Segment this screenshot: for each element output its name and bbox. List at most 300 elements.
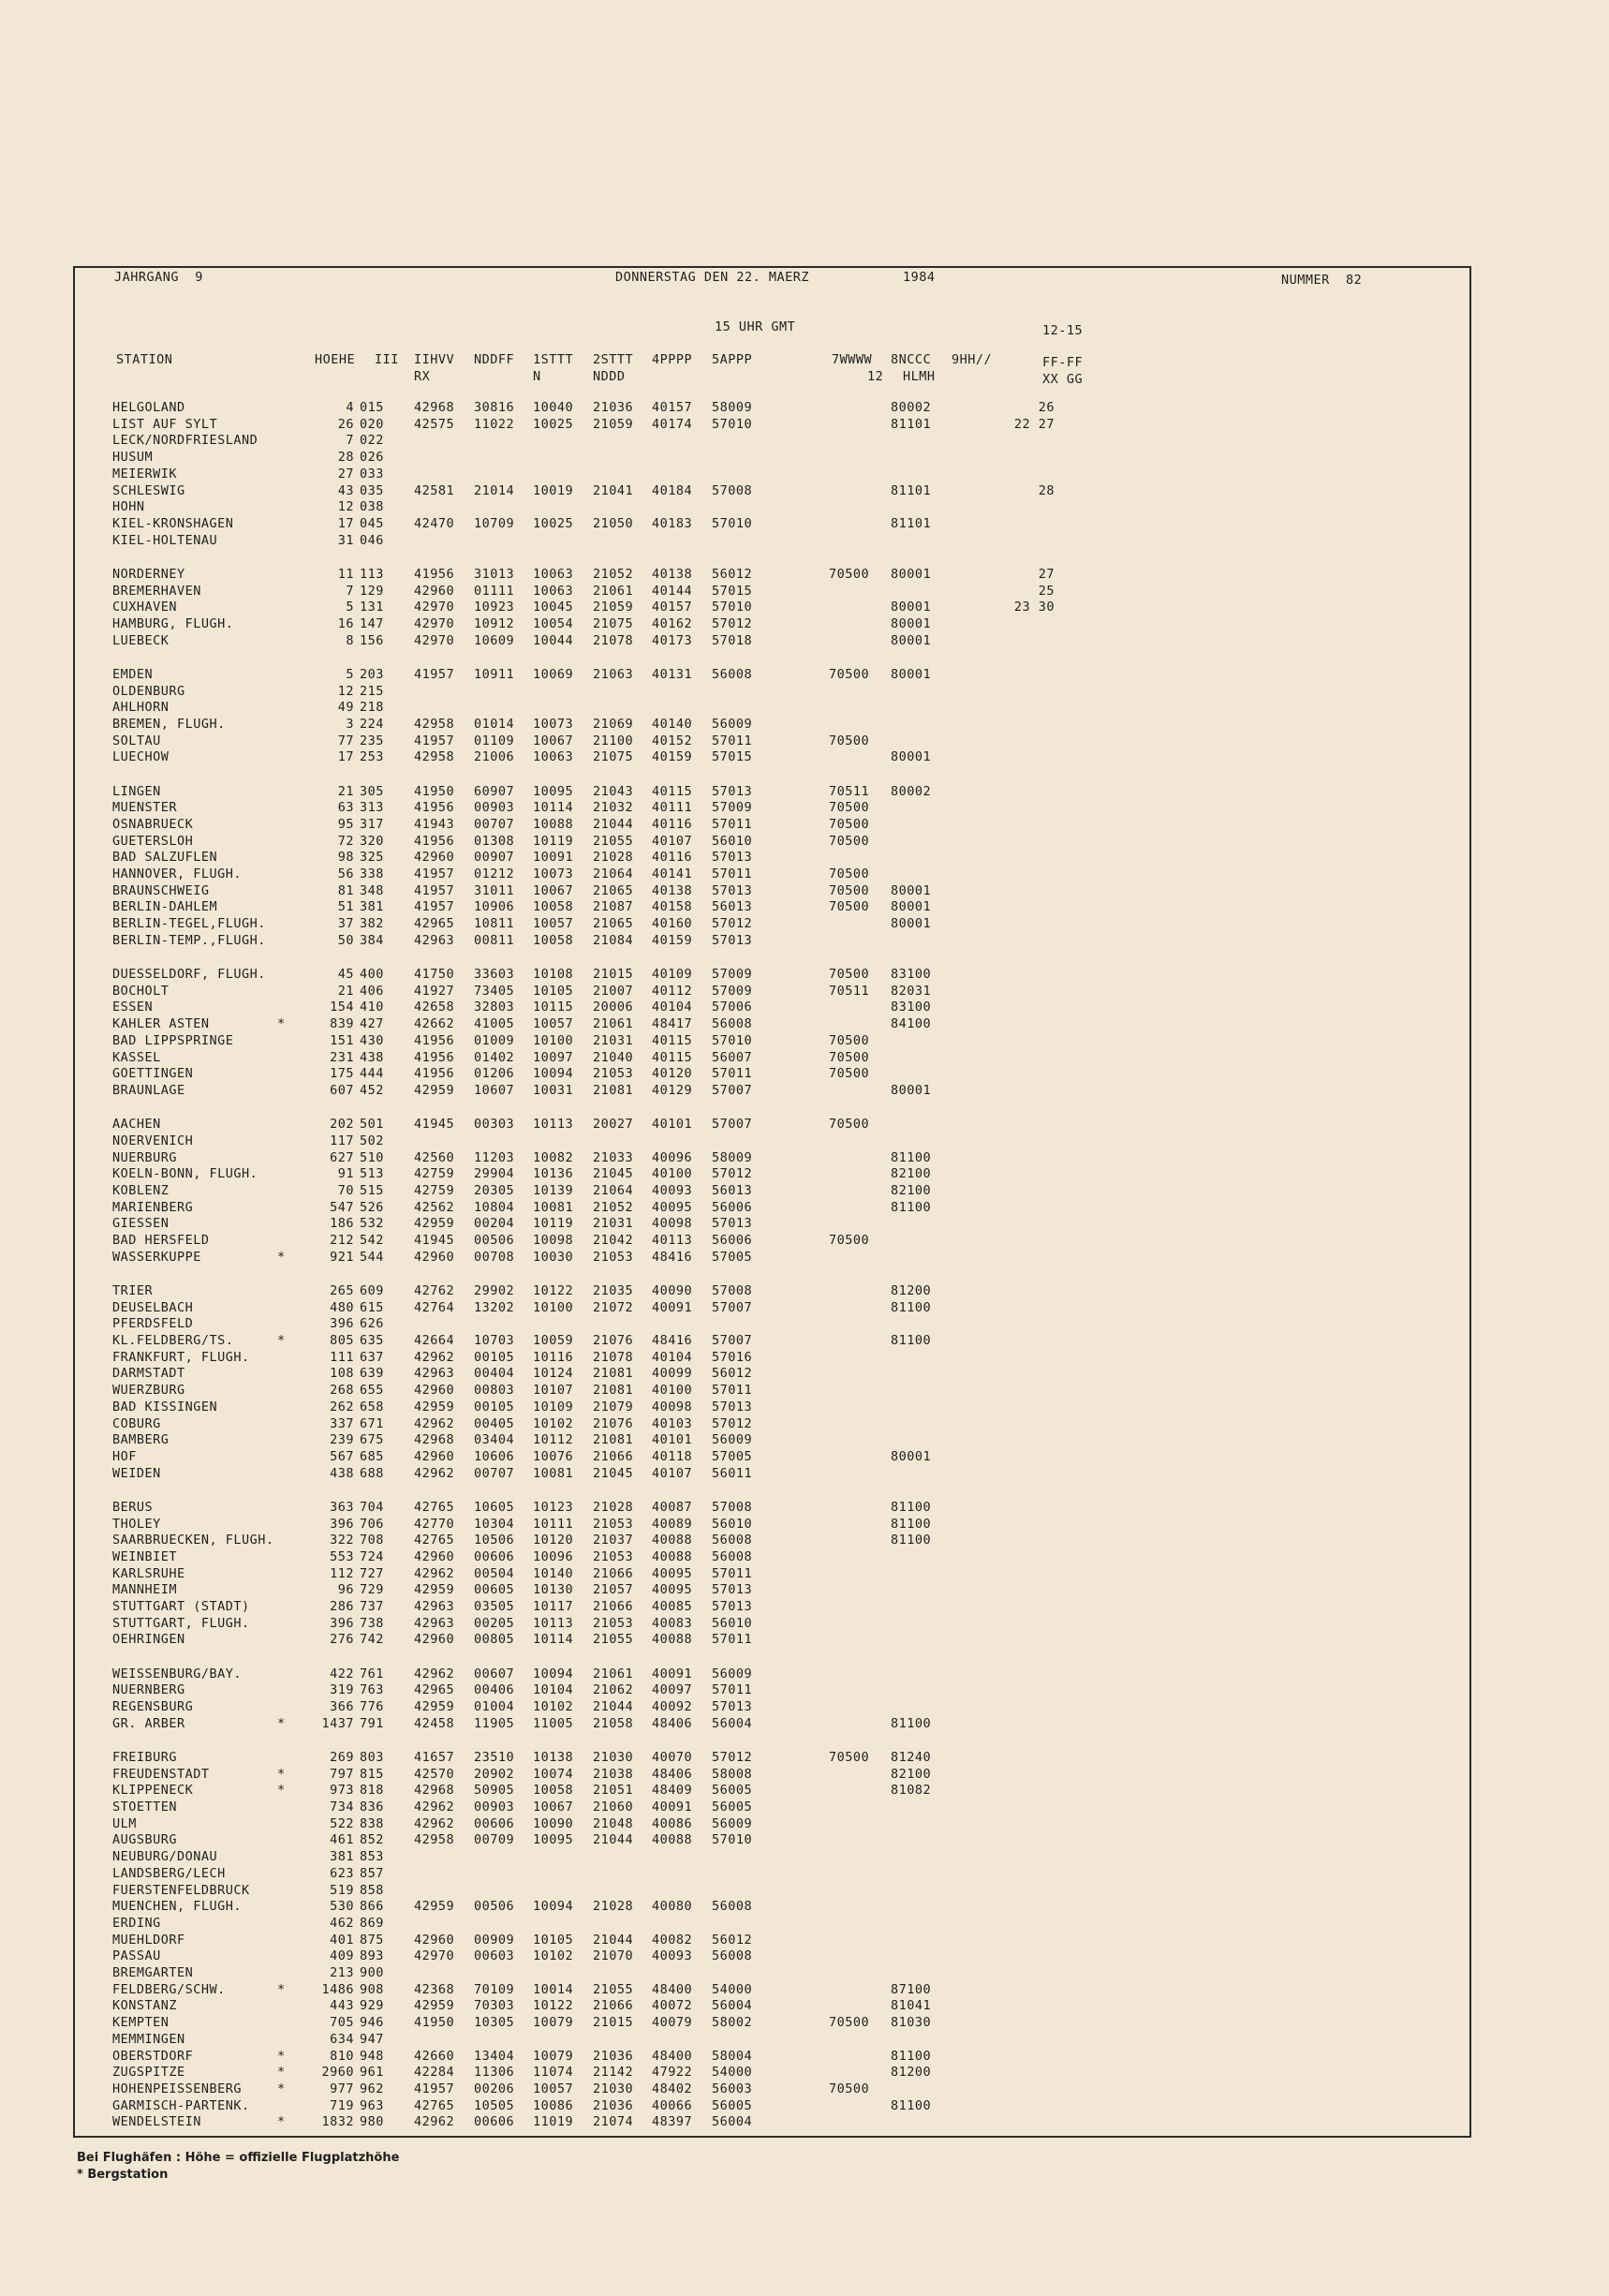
code-group: 21045 [593, 1465, 634, 1481]
code-group: 10505 [474, 2097, 515, 2113]
station-name: GR. ARBER [112, 1715, 185, 1731]
code-group: 42960 [414, 850, 455, 866]
code-group: 40091 [652, 1800, 693, 1815]
station-name: OSNABRUECK [112, 816, 194, 832]
code-group: 41956 [414, 1032, 455, 1048]
code-group: 21053 [593, 1249, 634, 1265]
station-height: 461 [330, 1832, 354, 1848]
col-ff-sub: XX GG [1042, 372, 1084, 387]
code-group: 42970 [414, 615, 455, 631]
col-nddff: NDDFF [474, 352, 515, 367]
code-group: 40101 [652, 1117, 693, 1133]
code-group: 10063 [533, 749, 574, 765]
code-group: 21051 [593, 1783, 634, 1799]
code-group: 21076 [593, 1415, 634, 1431]
code-group: 40080 [652, 1899, 693, 1915]
code-group: 21062 [593, 1682, 634, 1698]
code-group: 21066 [593, 1599, 634, 1614]
code-group: 00105 [474, 1399, 515, 1415]
code-group: 42958 [414, 749, 455, 765]
station-name: KIEL-HOLTENAU [112, 532, 218, 548]
code-group: 10123 [533, 1499, 574, 1515]
code-group: 40066 [652, 2097, 693, 2113]
station-height: 21 [337, 983, 354, 999]
station-name: ERDING [112, 1915, 161, 1931]
code-group: 40158 [652, 899, 693, 915]
station-height: 17 [337, 515, 354, 531]
station-height: 31 [337, 532, 354, 548]
code-group: 10095 [533, 1832, 574, 1848]
code-group: 10107 [533, 1383, 574, 1399]
code-group: 20006 [593, 1000, 634, 1015]
station-id: 893 [360, 1948, 384, 1964]
code-group: 40113 [652, 1233, 693, 1248]
col-iii: III [375, 352, 399, 367]
station-name: ESSEN [112, 1000, 154, 1015]
station-name: LUECHOW [112, 749, 170, 765]
station-id: 908 [360, 1981, 384, 1997]
mountain-marker: * [277, 1016, 286, 1032]
code-group: 10030 [533, 1249, 574, 1265]
station-id: 615 [360, 1299, 384, 1315]
station-name: OEHRINGEN [112, 1632, 185, 1648]
col-1sttt-sub: N [533, 369, 541, 384]
code-group: 40090 [652, 1282, 693, 1298]
code-group: 10119 [533, 833, 574, 849]
code-group: 42284 [414, 2065, 455, 2081]
code-group: 40095 [652, 1199, 693, 1215]
code-group: 40129 [652, 1082, 693, 1098]
station-name: FUERSTENFELDBRUCK [112, 1882, 250, 1898]
code-group: 00708 [474, 1249, 515, 1265]
station-height: 319 [330, 1682, 354, 1698]
station-name: BAMBERG [112, 1432, 170, 1448]
code-group: 57008 [712, 1282, 753, 1298]
jahrgang-label: JAHRGANG 9 [114, 270, 203, 285]
code-group: 21061 [593, 1016, 634, 1032]
code-group: 40115 [652, 783, 693, 799]
code-group: 21014 [474, 482, 515, 498]
station-name: EMDEN [112, 666, 154, 682]
station-height: 7 [346, 433, 354, 449]
station-height: 396 [330, 1316, 354, 1332]
code-group: 57013 [712, 932, 753, 948]
code-group: 00605 [474, 1582, 515, 1598]
gust-group: 23 30 [1013, 600, 1055, 615]
code-group: 57009 [712, 800, 753, 816]
station-name: LANDSBERG/LECH [112, 1865, 226, 1881]
code-group: 54000 [712, 2065, 753, 2081]
code-group: 10019 [533, 482, 574, 498]
code-group: 40162 [652, 615, 693, 631]
code-group: 31011 [474, 882, 515, 898]
code-group: 21055 [593, 1632, 634, 1648]
code-group: 21070 [593, 1948, 634, 1964]
station-id: 724 [360, 1548, 384, 1564]
station-id: 147 [360, 615, 384, 631]
station-id: 542 [360, 1233, 384, 1248]
code-group: 10025 [533, 416, 574, 432]
code-group: 10709 [474, 515, 515, 531]
mountain-marker: * [277, 1249, 286, 1265]
code-group: 57010 [712, 1032, 753, 1048]
code-group: 10138 [533, 1749, 574, 1765]
col-7wwww: 7WWWW [832, 352, 873, 367]
station-height: 81 [337, 882, 354, 898]
code-group: 21087 [593, 899, 634, 915]
col-1sttt: 1STTT [533, 352, 574, 367]
cloud-group: 81100 [891, 2097, 932, 2113]
station-height: 607 [330, 1082, 354, 1098]
code-group: 10304 [474, 1516, 515, 1532]
code-group: 41956 [414, 1049, 455, 1065]
station-id: 803 [360, 1749, 384, 1765]
station-height: 5 [346, 666, 354, 682]
cloud-group: 81041 [891, 1998, 932, 2014]
code-group: 21060 [593, 1800, 634, 1815]
code-group: 42759 [414, 1182, 455, 1198]
cloud-group: 82100 [891, 1766, 932, 1782]
station-id: 033 [360, 466, 384, 481]
code-group: 11203 [474, 1149, 515, 1165]
station-height: 45 [337, 967, 354, 982]
code-group: 21053 [593, 1615, 634, 1631]
station-name: TRIER [112, 1282, 154, 1298]
station-id: 235 [360, 733, 384, 748]
code-group: 10095 [533, 783, 574, 799]
code-group: 00406 [474, 1682, 515, 1698]
station-id: 838 [360, 1815, 384, 1831]
code-group: 10044 [533, 632, 574, 648]
code-group: 57010 [712, 600, 753, 615]
code-group: 56005 [712, 2097, 753, 2113]
code-group: 21064 [593, 867, 634, 881]
code-group: 57013 [712, 1582, 753, 1598]
station-height: 522 [330, 1815, 354, 1831]
code-group: 21036 [593, 2097, 634, 2113]
code-group: 40116 [652, 850, 693, 866]
code-group: 10607 [474, 1082, 515, 1098]
station-id: 045 [360, 515, 384, 531]
station-name: NORDERNEY [112, 566, 185, 582]
code-group: 01212 [474, 867, 515, 881]
station-height: 1832 [321, 2114, 354, 2130]
station-height: 547 [330, 1199, 354, 1215]
code-group: 10058 [533, 1783, 574, 1799]
code-group: 21081 [593, 1383, 634, 1399]
code-group: 00606 [474, 2114, 515, 2130]
station-name: KOELN-BONN, FLUGH. [112, 1166, 258, 1182]
cloud-group: 80001 [891, 666, 932, 682]
code-group: 21079 [593, 1399, 634, 1415]
code-group: 57012 [712, 615, 753, 631]
station-height: 634 [330, 2031, 354, 2047]
cloud-group: 80001 [891, 749, 932, 765]
code-group: 57018 [712, 632, 753, 648]
station-id: 515 [360, 1182, 384, 1198]
station-id: 852 [360, 1832, 384, 1848]
code-group: 00903 [474, 800, 515, 816]
code-group: 56010 [712, 833, 753, 849]
code-group: 40183 [652, 515, 693, 531]
code-group: 47922 [652, 2065, 693, 2081]
station-name: THOLEY [112, 1516, 161, 1532]
station-name: FREUDENSTADT [112, 1766, 210, 1782]
station-id: 320 [360, 833, 384, 849]
code-group: 10122 [533, 1998, 574, 2014]
station-id: 836 [360, 1800, 384, 1815]
code-group: 40098 [652, 1216, 693, 1232]
code-group: 10054 [533, 615, 574, 631]
code-group: 56013 [712, 1182, 753, 1198]
station-id: 131 [360, 600, 384, 615]
code-group: 10090 [533, 1815, 574, 1831]
code-group: 40184 [652, 482, 693, 498]
code-group: 57012 [712, 1166, 753, 1182]
code-group: 57011 [712, 816, 753, 832]
code-group: 40091 [652, 1666, 693, 1681]
station-name: BERLIN-TEMP.,FLUGH. [112, 932, 266, 948]
code-group: 00506 [474, 1233, 515, 1248]
station-height: 269 [330, 1749, 354, 1765]
code-group: 00504 [474, 1565, 515, 1581]
code-group: 10119 [533, 1216, 574, 1232]
code-group: 42458 [414, 1715, 455, 1731]
station-id: 658 [360, 1399, 384, 1415]
station-height: 3 [346, 716, 354, 732]
code-group: 21006 [474, 749, 515, 765]
code-group: 42575 [414, 416, 455, 432]
station-id: 963 [360, 2097, 384, 2113]
station-id: 761 [360, 1666, 384, 1681]
station-id: 866 [360, 1899, 384, 1915]
cloud-group: 83100 [891, 1000, 932, 1015]
code-group: 56012 [712, 1366, 753, 1382]
code-group: 56010 [712, 1516, 753, 1532]
code-group: 54000 [712, 1981, 753, 1997]
code-group: 40096 [652, 1149, 693, 1165]
weather-group: 70500 [829, 800, 870, 816]
code-group: 42959 [414, 1899, 455, 1915]
code-group: 21033 [593, 1149, 634, 1165]
code-group: 42368 [414, 1981, 455, 1997]
code-group: 40157 [652, 400, 693, 415]
station-id: 857 [360, 1865, 384, 1881]
code-group: 21044 [593, 1932, 634, 1948]
code-group: 23510 [474, 1749, 515, 1765]
code-group: 40082 [652, 1932, 693, 1948]
code-group: 57010 [712, 416, 753, 432]
code-group: 42962 [414, 1565, 455, 1581]
code-group: 57013 [712, 882, 753, 898]
code-group: 40098 [652, 1399, 693, 1415]
mountain-marker: * [277, 2081, 286, 2096]
code-group: 57007 [712, 1117, 753, 1133]
code-group: 30816 [474, 400, 515, 415]
station-name: ULM [112, 1815, 137, 1831]
code-group: 00606 [474, 1815, 515, 1831]
weather-group: 70500 [829, 833, 870, 849]
station-id: 675 [360, 1432, 384, 1448]
code-group: 41750 [414, 967, 455, 982]
station-id: 708 [360, 1533, 384, 1548]
station-name: MUENSTER [112, 800, 178, 816]
code-group: 31013 [474, 566, 515, 582]
station-name: KONSTANZ [112, 1998, 178, 2014]
code-group: 40079 [652, 2015, 693, 2031]
station-name: STUTTGART (STADT) [112, 1599, 250, 1614]
station-id: 763 [360, 1682, 384, 1698]
station-height: 28 [337, 450, 354, 466]
code-group: 40173 [652, 632, 693, 648]
code-group: 21081 [593, 1432, 634, 1448]
station-name: MEMMINGEN [112, 2031, 185, 2047]
code-group: 10116 [533, 1349, 574, 1365]
code-group: 10105 [533, 983, 574, 999]
station-height: 51 [337, 899, 354, 915]
code-group: 42664 [414, 1333, 455, 1348]
station-height: 627 [330, 1149, 354, 1165]
code-group: 56006 [712, 1233, 753, 1248]
code-group: 48406 [652, 1715, 693, 1731]
code-group: 48416 [652, 1249, 693, 1265]
code-group: 10912 [474, 615, 515, 631]
station-name: HOHN [112, 499, 145, 515]
code-group: 42962 [414, 1666, 455, 1681]
code-group: 21028 [593, 850, 634, 866]
code-group: 57007 [712, 1333, 753, 1348]
weather-group: 70500 [829, 1749, 870, 1765]
code-group: 57009 [712, 983, 753, 999]
station-height: 462 [330, 1915, 354, 1931]
station-name: LINGEN [112, 783, 161, 799]
code-group: 42959 [414, 1399, 455, 1415]
code-group: 41005 [474, 1016, 515, 1032]
code-group: 10073 [533, 716, 574, 732]
code-group: 42968 [414, 1432, 455, 1448]
code-group: 41957 [414, 2081, 455, 2096]
station-name: BAD HERSFELD [112, 1233, 210, 1248]
code-group: 00606 [474, 1548, 515, 1564]
mountain-marker: * [277, 2114, 286, 2130]
code-group: 21081 [593, 1082, 634, 1098]
code-group: 10094 [533, 1666, 574, 1681]
code-group: 57005 [712, 1249, 753, 1265]
code-group: 41945 [414, 1233, 455, 1248]
station-id: 313 [360, 800, 384, 816]
footnote-airports: Bei Flughäfen : Höhe = offizielle Flugplatzhöhe [77, 2151, 400, 2165]
station-id: 444 [360, 1066, 384, 1082]
code-group: 10140 [533, 1565, 574, 1581]
cloud-group: 80001 [891, 899, 932, 915]
code-group: 48400 [652, 2048, 693, 2064]
gust-group: 22 27 [1013, 416, 1055, 432]
code-group: 21059 [593, 600, 634, 615]
station-height: 519 [330, 1882, 354, 1898]
station-name: NUERNBERG [112, 1682, 185, 1698]
station-name: BRAUNLAGE [112, 1082, 185, 1098]
cloud-group: 80001 [891, 916, 932, 932]
station-name: HANNOVER, FLUGH. [112, 867, 243, 881]
code-group: 40070 [652, 1749, 693, 1765]
station-height: 7 [346, 583, 354, 599]
mountain-marker: * [277, 1981, 286, 1997]
code-group: 40144 [652, 583, 693, 599]
station-name: FELDBERG/SCHW. [112, 1981, 226, 1997]
station-id: 438 [360, 1049, 384, 1065]
station-id: 791 [360, 1715, 384, 1731]
station-name: DARMSTADT [112, 1366, 185, 1382]
station-id: 869 [360, 1915, 384, 1931]
code-group: 21028 [593, 1899, 634, 1915]
code-group: 01109 [474, 733, 515, 748]
code-group: 42962 [414, 1415, 455, 1431]
station-height: 212 [330, 1233, 354, 1248]
code-group: 10076 [533, 1448, 574, 1464]
code-group: 42962 [414, 1465, 455, 1481]
code-group: 10605 [474, 1499, 515, 1515]
code-group: 57011 [712, 1682, 753, 1698]
station-height: 17 [337, 749, 354, 765]
code-group: 42662 [414, 1016, 455, 1032]
code-group: 10130 [533, 1582, 574, 1598]
station-id: 381 [360, 899, 384, 915]
col-iihvv: IIHVV [414, 352, 455, 367]
code-group: 21053 [593, 1548, 634, 1564]
col-7wwww-sub: 12 [867, 369, 884, 384]
code-group: 10031 [533, 1082, 574, 1098]
code-group: 10102 [533, 1948, 574, 1964]
code-group: 21058 [593, 1715, 634, 1731]
code-group: 42959 [414, 1582, 455, 1598]
code-group: 40116 [652, 816, 693, 832]
code-group: 48406 [652, 1766, 693, 1782]
code-group: 10102 [533, 1699, 574, 1714]
code-group: 42968 [414, 1783, 455, 1799]
code-group: 58009 [712, 1149, 753, 1165]
code-group: 10120 [533, 1533, 574, 1548]
station-height: 231 [330, 1049, 354, 1065]
weather-group: 70500 [829, 2081, 870, 2096]
code-group: 56007 [712, 1049, 753, 1065]
weather-group: 70500 [829, 899, 870, 915]
station-name: KLIPPENECK [112, 1783, 194, 1799]
weather-group: 70500 [829, 1066, 870, 1082]
station-id: 410 [360, 1000, 384, 1015]
code-group: 57008 [712, 482, 753, 498]
station-name: LECK/NORDFRIESLAND [112, 433, 258, 449]
station-height: 37 [337, 916, 354, 932]
code-group: 57011 [712, 1632, 753, 1648]
station-id: 035 [360, 482, 384, 498]
code-group: 10067 [533, 882, 574, 898]
station-id: 815 [360, 1766, 384, 1782]
station-name: FRANKFURT, FLUGH. [112, 1349, 250, 1365]
cloud-group: 81100 [891, 1499, 932, 1515]
code-group: 57008 [712, 1499, 753, 1515]
code-group: 13202 [474, 1299, 515, 1315]
code-group: 40138 [652, 882, 693, 898]
code-group: 56004 [712, 1715, 753, 1731]
station-height: 5 [346, 600, 354, 615]
station-height: 553 [330, 1548, 354, 1564]
station-name: AHLHORN [112, 700, 170, 716]
station-id: 384 [360, 932, 384, 948]
code-group: 21052 [593, 566, 634, 582]
station-height: 112 [330, 1565, 354, 1581]
code-group: 40100 [652, 1383, 693, 1399]
code-group: 58009 [712, 400, 753, 415]
